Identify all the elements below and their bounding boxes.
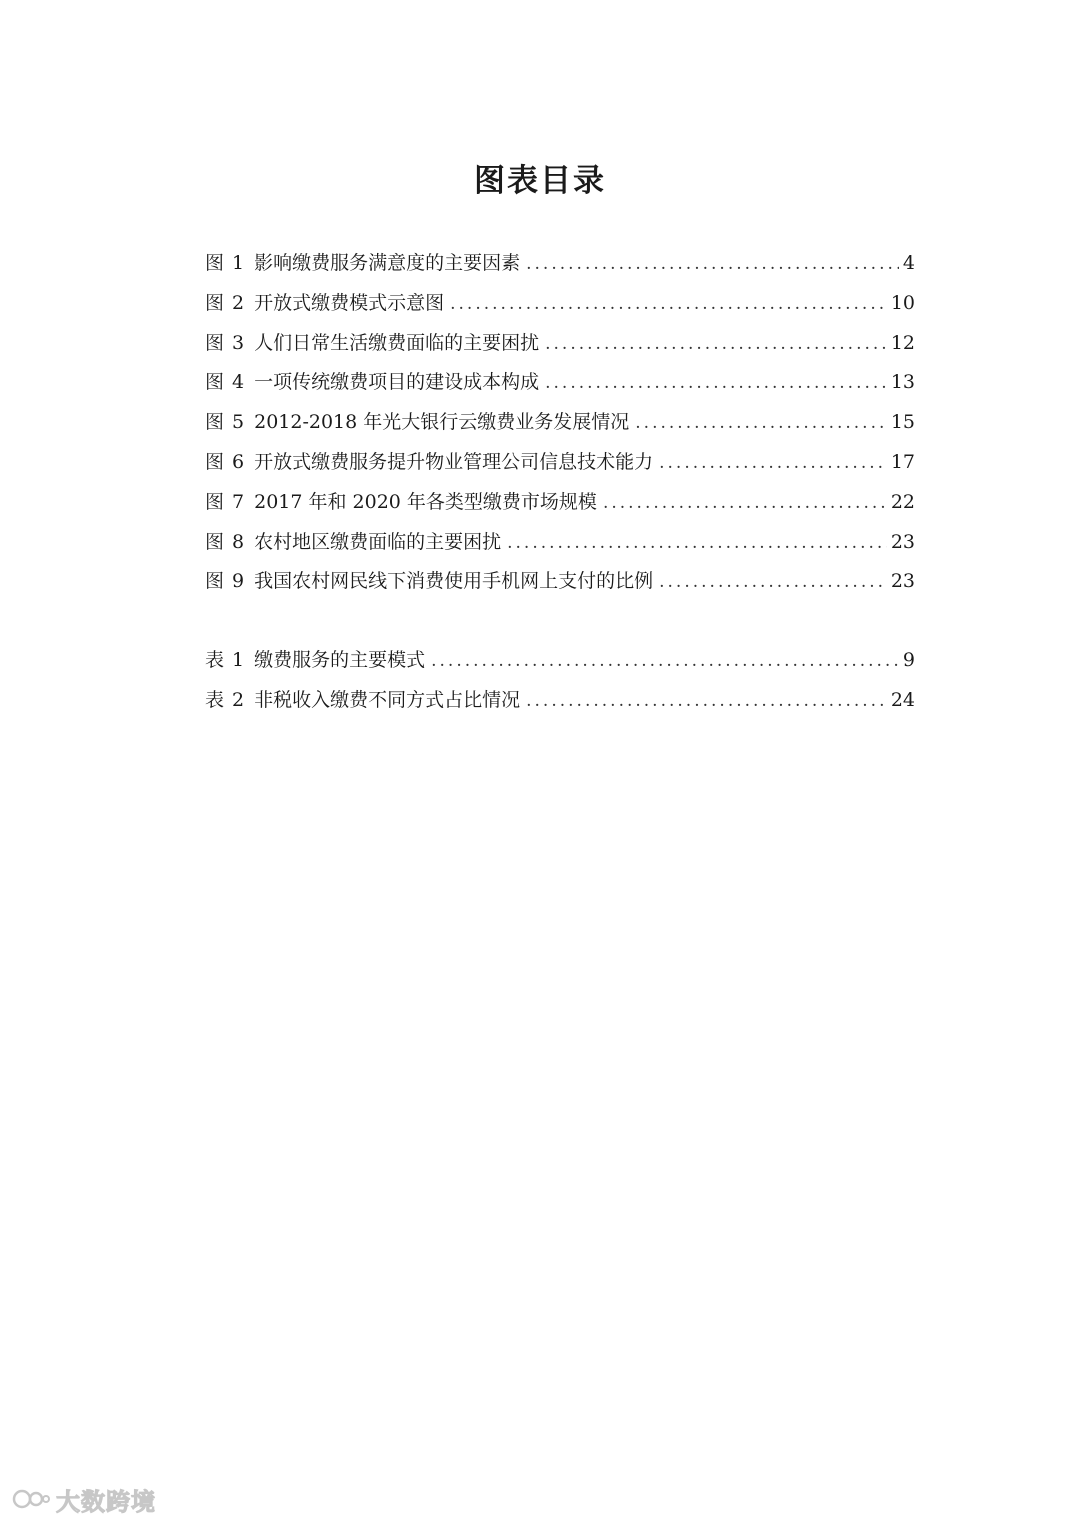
watermark xyxy=(12,1482,156,1516)
dot-leader xyxy=(431,645,899,677)
toc-entry[interactable] xyxy=(205,287,915,327)
entry-number: 9 xyxy=(232,570,245,593)
entry-prefix: 图 xyxy=(205,530,225,553)
entry-number: 2 xyxy=(232,688,245,711)
entry-prefix: 图 xyxy=(205,291,225,314)
dot-leader xyxy=(545,367,887,399)
entry-title: 缴费服务的主要模式 xyxy=(254,649,426,671)
entry-prefix: 表 xyxy=(205,688,225,711)
entry-title: 非税收入缴费不同方式占比情况 xyxy=(254,688,521,711)
entry-page-number: 24 xyxy=(890,688,915,711)
entry-number: 1 xyxy=(232,252,245,274)
entry-number: 8 xyxy=(232,530,245,553)
toc-entry[interactable] xyxy=(205,327,915,367)
dot-leader xyxy=(450,288,887,320)
entry-title: 影响缴费服务满意度的主要因素 xyxy=(254,252,521,274)
entry-number: 7 xyxy=(232,490,245,513)
toc-entry[interactable] xyxy=(205,366,915,406)
toc-entry[interactable] xyxy=(205,684,915,724)
entry-prefix: 图 xyxy=(205,371,225,394)
entry-page-number: 23 xyxy=(890,570,915,593)
entry-prefix: 表 xyxy=(205,649,225,671)
entry-number: 1 xyxy=(232,649,245,671)
entry-page-number: 23 xyxy=(890,530,915,553)
figures-list xyxy=(205,247,915,605)
entry-page-number: 13 xyxy=(890,371,915,394)
entry-title: 开放式缴费模式示意图 xyxy=(254,291,445,314)
dot-leader xyxy=(635,407,887,439)
entry-prefix: 图 xyxy=(205,411,225,434)
toc-entry[interactable] xyxy=(205,486,915,526)
toc-entry[interactable] xyxy=(205,565,915,605)
entry-prefix: 图 xyxy=(205,331,225,354)
entry-number: 5 xyxy=(232,411,245,434)
dot-leader xyxy=(545,328,887,360)
entry-page-number: 17 xyxy=(890,450,915,473)
entry-title: 人们日常生活缴费面临的主要困扰 xyxy=(254,331,540,354)
entry-page-number: 15 xyxy=(890,411,915,434)
toc-entry[interactable] xyxy=(205,446,915,486)
dot-leader xyxy=(603,487,887,519)
entry-number: 3 xyxy=(232,331,245,354)
entry-page-number: 9 xyxy=(902,649,915,671)
entry-title: 开放式缴费服务提升物业管理公司信息技术能力 xyxy=(254,450,654,473)
entry-number: 2 xyxy=(232,291,245,314)
toc-entry[interactable] xyxy=(205,406,915,446)
dot-leader xyxy=(526,248,899,280)
entry-title: 2017 年和 2020 年各类型缴费市场规模 xyxy=(254,490,597,513)
toc-entry[interactable] xyxy=(205,644,915,684)
entry-page-number: 10 xyxy=(890,291,915,314)
entry-prefix: 图 xyxy=(205,490,225,513)
watermark-text: 大数跨境 xyxy=(56,1487,156,1516)
entry-prefix: 图 xyxy=(205,570,225,593)
entry-page-number: 22 xyxy=(890,490,915,513)
toc-entry[interactable] xyxy=(205,247,915,287)
entry-title: 2012-2018 年光大银行云缴费业务发展情况 xyxy=(254,411,630,434)
dot-leader xyxy=(526,685,887,717)
entry-title: 一项传统缴费项目的建设成本构成 xyxy=(254,371,540,394)
entry-number: 6 xyxy=(232,450,245,473)
entry-title: 我国农村网民线下消费使用手机网上支付的比例 xyxy=(254,570,654,593)
dot-leader xyxy=(507,527,887,559)
entry-page-number: 4 xyxy=(902,252,915,274)
page-title: 图表目录 xyxy=(474,162,606,199)
dot-leader xyxy=(659,566,887,598)
entry-prefix: 图 xyxy=(205,450,225,473)
entry-number: 4 xyxy=(232,371,245,394)
logo-icon xyxy=(12,1485,50,1513)
tables-list xyxy=(205,644,915,724)
entry-title: 农村地区缴费面临的主要困扰 xyxy=(254,530,502,553)
entry-prefix: 图 xyxy=(205,252,225,274)
entry-page-number: 12 xyxy=(890,331,915,354)
dot-leader xyxy=(659,447,887,479)
toc-entry[interactable] xyxy=(205,526,915,566)
